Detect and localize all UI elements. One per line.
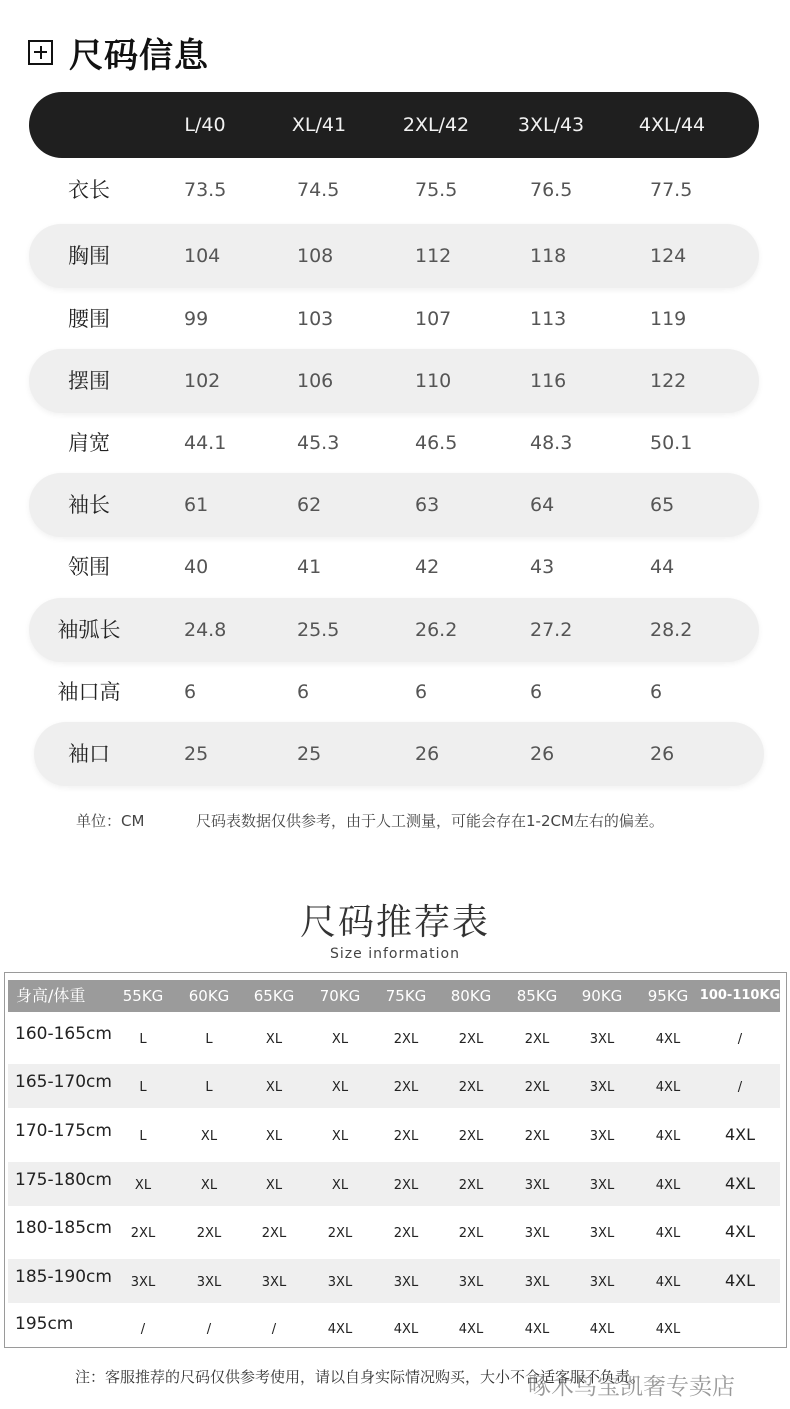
recommended-size-cell: 3XL	[589, 1129, 615, 1144]
measurement-value: 24.8	[184, 619, 227, 641]
recommended-size-cell: 4XL	[655, 1032, 681, 1047]
recommended-size-cell: L	[139, 1129, 147, 1144]
height-range-label: 175-180cm	[15, 1170, 112, 1190]
measurement-value: 25.5	[297, 619, 340, 641]
measurement-value: 46.5	[415, 432, 458, 454]
measurement-value: 106	[297, 370, 334, 392]
weight-column-header: 100-110KG	[699, 988, 781, 1003]
measurement-value: 77.5	[650, 179, 693, 201]
recommended-size-cell: 3XL	[589, 1226, 615, 1241]
measurement-value: 26	[530, 743, 555, 765]
size-table-row	[29, 287, 759, 351]
measurement-value: 6	[184, 681, 197, 703]
measurement-value: 6	[650, 681, 663, 703]
recommended-size-cell: 2XL	[524, 1129, 550, 1144]
measurement-label: 袖口	[68, 742, 110, 766]
measurement-value: 48.3	[530, 432, 573, 454]
size-info-header	[28, 30, 209, 74]
size-column-header: 2XL/42	[402, 114, 470, 136]
size-table-header	[29, 92, 759, 158]
measurement-label: 腰围	[68, 307, 110, 331]
recommended-size-cell: 4XL	[655, 1178, 681, 1193]
recommend-table-row	[8, 1259, 780, 1303]
recommended-size-cell: /	[737, 1032, 743, 1047]
recommended-size-cell: L	[139, 1080, 147, 1095]
measurement-value: 27.2	[530, 619, 573, 641]
weight-column-header: 95KG	[647, 987, 689, 1005]
measurement-value: 44	[650, 556, 675, 578]
measurement-value: 42	[415, 556, 440, 578]
recommended-size-cell: 3XL	[458, 1275, 484, 1290]
recommended-size-cell: XL	[331, 1032, 349, 1047]
recommend-title: 尺码推荐表	[299, 902, 490, 943]
recommended-size-cell: 4XL	[724, 1222, 756, 1241]
size-table-row	[29, 535, 759, 599]
measurement-value: 45.3	[297, 432, 340, 454]
recommended-size-cell: 4XL	[655, 1129, 681, 1144]
measurement-value: 107	[415, 308, 452, 330]
measurement-value: 26.2	[415, 619, 458, 641]
store-watermark: 啄木鸟宝凯奢专卖店	[528, 1374, 735, 1400]
recommended-size-cell: 3XL	[130, 1275, 156, 1290]
unit-label: 单位：CM	[76, 812, 145, 830]
recommended-size-cell: XL	[200, 1129, 218, 1144]
recommended-size-cell: 3XL	[393, 1275, 419, 1290]
measurement-value: 40	[184, 556, 209, 578]
weight-column-header: 85KG	[516, 987, 558, 1005]
recommend-table-row	[8, 1064, 780, 1108]
recommended-size-cell: XL	[265, 1032, 283, 1047]
measurement-value: 124	[650, 245, 687, 267]
size-info-title: 尺码信息	[69, 35, 209, 76]
measurement-value: 62	[297, 494, 322, 516]
weight-column-header: 55KG	[122, 987, 164, 1005]
recommended-size-cell: 2XL	[458, 1080, 484, 1095]
measurement-value: 63	[415, 494, 440, 516]
weight-column-header: 90KG	[581, 987, 623, 1005]
size-table-row	[29, 158, 759, 222]
measurement-value: 61	[184, 494, 209, 516]
recommended-size-cell: /	[271, 1322, 277, 1337]
height-weight-corner: 身高/体重	[16, 986, 86, 1005]
recommended-size-cell: 2XL	[524, 1080, 550, 1095]
recommended-size-cell: L	[205, 1080, 213, 1095]
recommend-table-row	[8, 1162, 780, 1206]
recommended-size-cell: 4XL	[655, 1322, 681, 1337]
measurement-label: 摆围	[68, 369, 110, 393]
measurement-value: 103	[297, 308, 334, 330]
recommended-size-cell: 4XL	[724, 1125, 756, 1144]
measurement-note: 尺码表数据仅供参考，由于人工测量，可能会存在1-2CM左右的偏差。	[196, 812, 664, 830]
measurement-value: 44.1	[184, 432, 227, 454]
recommended-size-cell: L	[139, 1032, 147, 1047]
recommended-size-cell: 3XL	[327, 1275, 353, 1290]
measurement-value: 73.5	[184, 179, 227, 201]
recommended-size-cell: 2XL	[458, 1178, 484, 1193]
weight-column-header: 70KG	[319, 987, 361, 1005]
recommended-size-cell: 3XL	[261, 1275, 287, 1290]
measurement-label: 衣长	[68, 178, 110, 202]
measurement-value: 75.5	[415, 179, 458, 201]
height-range-label: 160-165cm	[15, 1024, 112, 1044]
recommended-size-cell: /	[140, 1322, 146, 1337]
weight-column-header: 75KG	[385, 987, 427, 1005]
recommended-size-cell: 2XL	[196, 1226, 222, 1241]
recommended-size-cell: 2XL	[458, 1129, 484, 1144]
recommended-size-cell: XL	[265, 1129, 283, 1144]
measurement-value: 113	[530, 308, 567, 330]
recommended-size-cell: 4XL	[524, 1322, 550, 1337]
size-column-header: 3XL/43	[517, 114, 585, 136]
recommended-size-cell: 2XL	[130, 1226, 156, 1241]
size-table-row	[29, 224, 759, 288]
measurement-label: 袖长	[68, 493, 110, 517]
recommended-size-cell: 2XL	[261, 1226, 287, 1241]
measurement-label: 肩宽	[68, 431, 110, 455]
measurement-value: 26	[650, 743, 675, 765]
recommended-size-cell: 3XL	[524, 1178, 550, 1193]
measurement-value: 116	[530, 370, 567, 392]
measurement-value: 41	[297, 556, 322, 578]
recommended-size-cell: 2XL	[327, 1226, 353, 1241]
recommended-size-cell: 3XL	[524, 1226, 550, 1241]
size-column-header: L/40	[184, 114, 226, 136]
height-range-label: 180-185cm	[15, 1218, 112, 1238]
measurement-value: 28.2	[650, 619, 693, 641]
recommended-size-cell: XL	[331, 1178, 349, 1193]
measurement-value: 25	[184, 743, 209, 765]
recommended-size-cell: 4XL	[458, 1322, 484, 1337]
measurement-value: 26	[415, 743, 440, 765]
recommended-size-cell: XL	[265, 1178, 283, 1193]
plus-square-icon	[28, 40, 53, 65]
size-table-row	[29, 411, 759, 475]
measurement-value: 6	[297, 681, 310, 703]
height-range-label: 170-175cm	[15, 1121, 112, 1141]
recommend-subtitle: Size information	[330, 946, 460, 962]
recommended-size-cell: XL	[331, 1080, 349, 1095]
height-range-label: 165-170cm	[15, 1072, 112, 1092]
weight-column-header: 60KG	[188, 987, 230, 1005]
recommended-size-cell: 3XL	[524, 1275, 550, 1290]
recommended-size-cell: 4XL	[589, 1322, 615, 1337]
recommended-size-cell: 4XL	[655, 1226, 681, 1241]
recommended-size-cell: 2XL	[393, 1032, 419, 1047]
measurement-value: 64	[530, 494, 555, 516]
recommended-size-cell: 4XL	[724, 1174, 756, 1193]
recommended-size-cell: 3XL	[589, 1178, 615, 1193]
size-table-row	[29, 473, 759, 537]
measurement-value: 65	[650, 494, 675, 516]
height-range-label: 185-190cm	[15, 1267, 112, 1287]
height-range-label: 195cm	[15, 1314, 74, 1334]
measurement-value: 104	[184, 245, 221, 267]
size-table-row	[29, 660, 759, 724]
measurement-label: 领围	[68, 555, 110, 579]
measurement-value: 102	[184, 370, 221, 392]
recommended-size-cell: XL	[331, 1129, 349, 1144]
recommended-size-cell: 2XL	[393, 1226, 419, 1241]
recommend-table-row	[8, 1113, 780, 1157]
recommended-size-cell: XL	[200, 1178, 218, 1193]
size-table-row	[34, 722, 764, 786]
recommended-size-cell: 4XL	[393, 1322, 419, 1337]
recommended-size-cell: 2XL	[393, 1178, 419, 1193]
measurement-label: 胸围	[68, 244, 110, 268]
measurement-value: 122	[650, 370, 687, 392]
size-column-header: 4XL/44	[638, 114, 706, 136]
measurement-label: 袖口高	[57, 680, 121, 704]
size-table-row	[29, 349, 759, 413]
weight-column-header: 65KG	[253, 987, 295, 1005]
recommended-size-cell: 2XL	[458, 1226, 484, 1241]
size-column-header: XL/41	[291, 114, 347, 136]
recommended-size-cell: L	[205, 1032, 213, 1047]
recommended-size-cell: 2XL	[393, 1129, 419, 1144]
recommended-size-cell: 2XL	[524, 1032, 550, 1047]
measurement-value: 118	[530, 245, 567, 267]
recommended-size-cell: XL	[265, 1080, 283, 1095]
measurement-value: 119	[650, 308, 687, 330]
recommended-size-cell: 3XL	[589, 1080, 615, 1095]
measurement-value: 76.5	[530, 179, 573, 201]
measurement-value: 50.1	[650, 432, 693, 454]
measurement-value: 43	[530, 556, 555, 578]
measurement-value: 112	[415, 245, 452, 267]
recommended-size-cell: /	[206, 1322, 212, 1337]
measurement-value: 6	[415, 681, 428, 703]
recommend-table-header	[8, 980, 780, 1012]
measurement-label: 袖弧长	[57, 618, 121, 642]
measurement-value: 25	[297, 743, 322, 765]
recommended-size-cell: 3XL	[589, 1275, 615, 1290]
recommended-size-cell: 4XL	[724, 1271, 756, 1290]
recommend-table-row	[8, 1306, 780, 1350]
recommended-size-cell: XL	[134, 1178, 152, 1193]
recommend-table-row	[8, 1016, 780, 1060]
recommended-size-cell: /	[737, 1080, 743, 1095]
recommended-size-cell: 4XL	[655, 1080, 681, 1095]
recommended-size-cell: 2XL	[393, 1080, 419, 1095]
measurement-value: 99	[184, 308, 209, 330]
measurement-value: 108	[297, 245, 334, 267]
recommended-size-cell: 3XL	[196, 1275, 222, 1290]
measurement-value: 74.5	[297, 179, 340, 201]
weight-column-header: 80KG	[450, 987, 492, 1005]
recommended-size-cell: 3XL	[589, 1032, 615, 1047]
size-table-row	[29, 598, 759, 662]
recommend-table-row	[8, 1210, 780, 1254]
recommend-footnote: 注：客服推荐的尺码仅供参考使用，请以自身实际情况购买，大小不合适客服不负责。	[75, 1368, 646, 1386]
recommended-size-cell: 2XL	[458, 1032, 484, 1047]
recommended-size-cell: 4XL	[327, 1322, 353, 1337]
measurement-value: 6	[530, 681, 543, 703]
measurement-value: 110	[415, 370, 452, 392]
recommended-size-cell: 4XL	[655, 1275, 681, 1290]
